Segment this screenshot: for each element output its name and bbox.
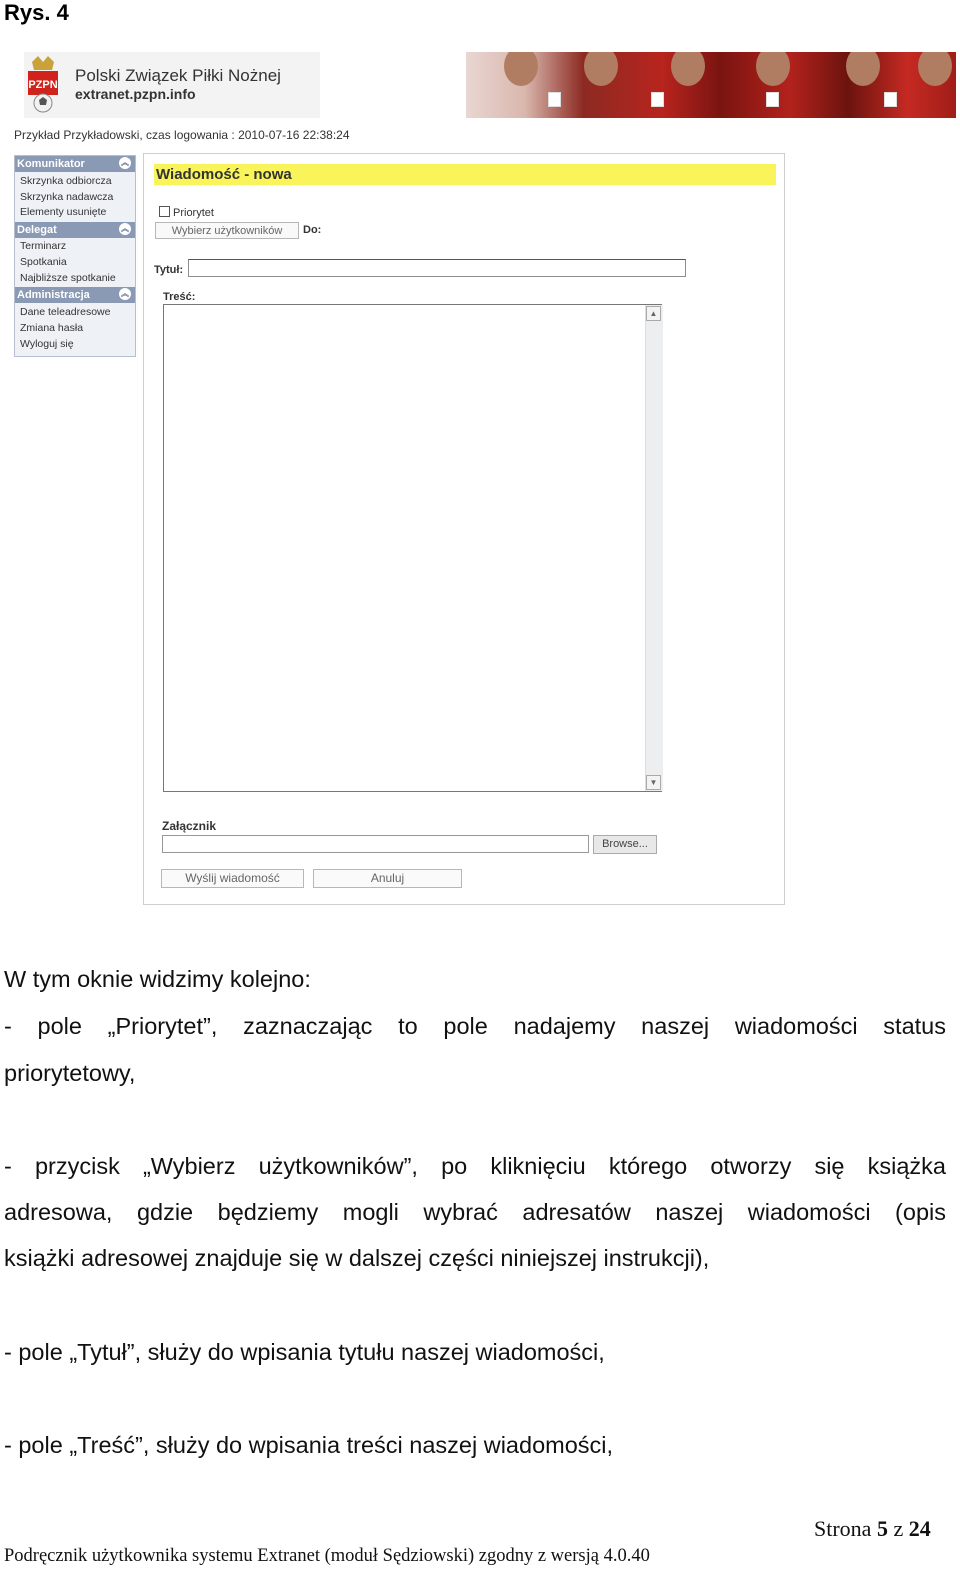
sidebar-section-title: Komunikator	[17, 158, 85, 170]
title-label: Tytuł:	[154, 264, 184, 276]
body-scrollbar[interactable]	[645, 305, 663, 791]
sidebar-item-next-match[interactable]: Najbliższe spotkanie	[20, 272, 116, 284]
page-label: Strona	[814, 1516, 872, 1541]
paragraph-intro: W tym oknie widzimy kolejno:	[4, 966, 311, 992]
page-number	[814, 1516, 931, 1542]
collapse-icon[interactable]: ︽	[121, 158, 129, 167]
figure-caption: Rys. 4	[4, 0, 69, 25]
body-textarea[interactable]	[163, 304, 662, 792]
page-total: 24	[908, 1516, 931, 1541]
priority-label: Priorytet	[173, 207, 214, 219]
body-label: Treść:	[163, 291, 196, 303]
login-info: Przykład Przykładowski, czas logowania : 2010-07-16 22:38:24	[14, 128, 350, 142]
sidebar-section-delegat[interactable]	[15, 222, 135, 238]
sidebar-item-logout[interactable]: Wyloguj się	[20, 338, 74, 350]
page-separator: z	[893, 1516, 904, 1541]
sidebar	[14, 155, 136, 357]
sidebar-section-komunikator[interactable]	[15, 156, 135, 172]
title-input[interactable]	[188, 259, 686, 277]
page-current: 5	[876, 1516, 888, 1541]
paragraph-users-line2: adresowa, gdzie będziemy mogli wybrać adresatów naszej wiadomości (opis	[4, 1199, 946, 1225]
attachment-file-field[interactable]	[162, 835, 589, 853]
scroll-up-arrow-icon[interactable]: ▲	[646, 306, 661, 321]
sidebar-item-inbox[interactable]: Skrzynka odbiorcza	[20, 175, 112, 187]
sidebar-item-outbox[interactable]: Skrzynka nadawcza	[20, 191, 114, 203]
sidebar-item-deleted[interactable]: Elementy usunięte	[20, 206, 107, 218]
sidebar-item-schedule[interactable]: Terminarz	[20, 240, 67, 252]
collapse-icon[interactable]: ︽	[121, 289, 129, 298]
send-message-button[interactable]: Wyślij wiadomość	[161, 869, 304, 888]
collapse-icon[interactable]: ︽	[121, 224, 129, 233]
brand-domain: extranet.pzpn.info	[75, 86, 196, 102]
brand-name: Polski Związek Piłki Nożnej	[75, 66, 281, 85]
cancel-button[interactable]: Anuluj	[313, 869, 462, 888]
sidebar-section-administracja[interactable]	[15, 287, 135, 303]
sidebar-item-change-password[interactable]: Zmiana hasła	[20, 322, 84, 334]
choose-users-button[interactable]: Wybierz użytkowników	[155, 222, 299, 239]
paragraph-users-line3: książki adresowej znajduje się w dalszej części niniejszej instrukcji),	[4, 1245, 710, 1271]
paragraph-users-line1: - przycisk „Wybierz użytkowników”, po kliknięciu którego otworzy się książka	[4, 1153, 946, 1179]
browse-button[interactable]: Browse...	[593, 835, 657, 854]
sidebar-section-title: Administracja	[17, 289, 90, 301]
sidebar-item-matches[interactable]: Spotkania	[20, 256, 67, 268]
header-banner-image	[466, 52, 956, 118]
attachment-label: Załącznik	[162, 819, 217, 833]
paragraph-priority-line1: - pole „Priorytet”, zaznaczając to pole nadajemy naszej wiadomości status	[4, 1013, 946, 1039]
sidebar-section-title: Delegat	[17, 224, 57, 236]
panel-title: Wiadomość - nowa	[154, 164, 776, 185]
scroll-down-arrow-icon[interactable]: ▼	[646, 775, 661, 790]
paragraph-title-field: - pole „Tytuł”, służy do wpisania tytułu naszej wiadomości,	[4, 1339, 605, 1365]
paragraph-body-field: - pole „Treść”, służy do wpisania treści naszej wiadomości,	[4, 1432, 614, 1458]
priority-checkbox[interactable]	[159, 206, 170, 217]
logo-letters: PZPN	[28, 79, 58, 91]
recipients-label: Do:	[303, 224, 322, 236]
sidebar-item-contact-data[interactable]: Dane teleadresowe	[20, 306, 111, 318]
pzpn-logo-icon	[26, 56, 60, 114]
paragraph-priority-line2: priorytetowy,	[4, 1060, 136, 1086]
footer-document-title: Podręcznik użytkownika systemu Extranet (moduł Sędziowski) zgodny z wersją 4.0.40	[4, 1546, 650, 1566]
